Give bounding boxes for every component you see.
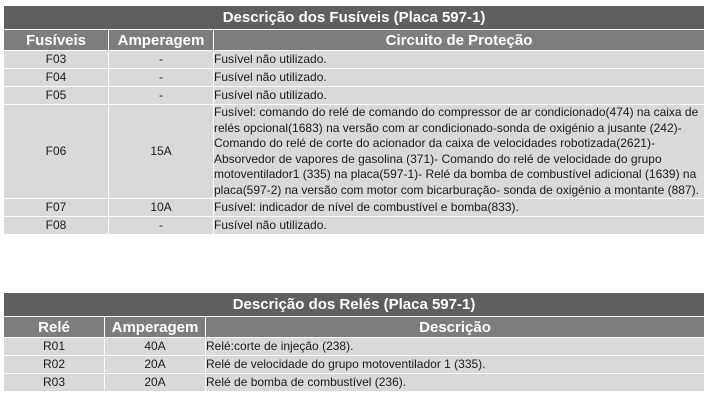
relay-description: Relé de bomba de combustível (236). (206, 374, 705, 392)
fuse-id: F04 (4, 69, 109, 87)
fuse-id: F06 (4, 105, 109, 199)
fuse-amperage: - (109, 69, 214, 87)
relay-col-header-description: Descrição (206, 317, 705, 338)
fuse-amperage: - (109, 87, 214, 105)
fuse-amperage: 10A (109, 199, 214, 217)
fuse-amperage: - (109, 51, 214, 69)
relay-col-header-relay: Relé (4, 317, 105, 338)
relay-table (3, 292, 705, 392)
relay-id: R03 (4, 374, 105, 392)
fuse-id: F08 (4, 217, 109, 235)
relay-col-header-amperage: Amperagem (105, 317, 206, 338)
relay-amperage: 20A (105, 356, 206, 374)
relay-description: Relé de velocidade do grupo motoventilador 1 (335). (206, 356, 705, 374)
relay-table-title: Descrição dos Relés (Placa 597-1) (4, 293, 705, 317)
fuse-id: F05 (4, 87, 109, 105)
relay-id: R02 (4, 356, 105, 374)
table-row (4, 69, 705, 87)
table-row (4, 199, 705, 217)
fuse-col-header-amperage: Amperagem (109, 30, 214, 51)
relay-id: R01 (4, 338, 105, 356)
fuse-description: Fusível não utilizado. (214, 51, 705, 69)
table-row (4, 356, 705, 374)
table-row (4, 374, 705, 392)
fuse-description: Fusível: comando do relé de comando do compressor de ar condicionado(474) na caixa de relés opcional(1683) na versão com ar condicionado-sonda de oxigénio a jusante (242)-Comando do relé de corte do acionador da caixa de velocidades robotizada(2621)- Absorvedor de vapores de gasolina (371)- Comando do relé de velocidade do grupo motoventilador1 (335) na placa(597-1)- Relé da bomba de combustível adicional (1639) na placa(597-2) na versão com motor com bicarburação- sonda de oxigénio a montante (887). (214, 105, 705, 199)
relay-description: Relé:corte de injeção (238). (206, 338, 705, 356)
relay-amperage: 40A (105, 338, 206, 356)
fuse-table (3, 5, 705, 235)
fuse-amperage: 15A (109, 105, 214, 199)
table-row (4, 105, 705, 199)
table-row (4, 338, 705, 356)
fuse-amperage: - (109, 217, 214, 235)
fuse-col-header-circuit: Circuito de Proteção (214, 30, 705, 51)
fuse-col-header-fuses: Fusíveis (4, 30, 109, 51)
relay-amperage: 20A (105, 374, 206, 392)
table-row (4, 87, 705, 105)
fuse-description: Fusível não utilizado. (214, 87, 705, 105)
table-row (4, 51, 705, 69)
fuse-id: F07 (4, 199, 109, 217)
fuse-description: Fusível não utilizado. (214, 217, 705, 235)
fuse-table-title: Descrição dos Fusíveis (Placa 597-1) (4, 6, 705, 30)
fuse-description: Fusível: indicador de nível de combustível e bomba(833). (214, 199, 705, 217)
fuse-description: Fusível não utilizado. (214, 69, 705, 87)
table-row (4, 217, 705, 235)
fuse-id: F03 (4, 51, 109, 69)
